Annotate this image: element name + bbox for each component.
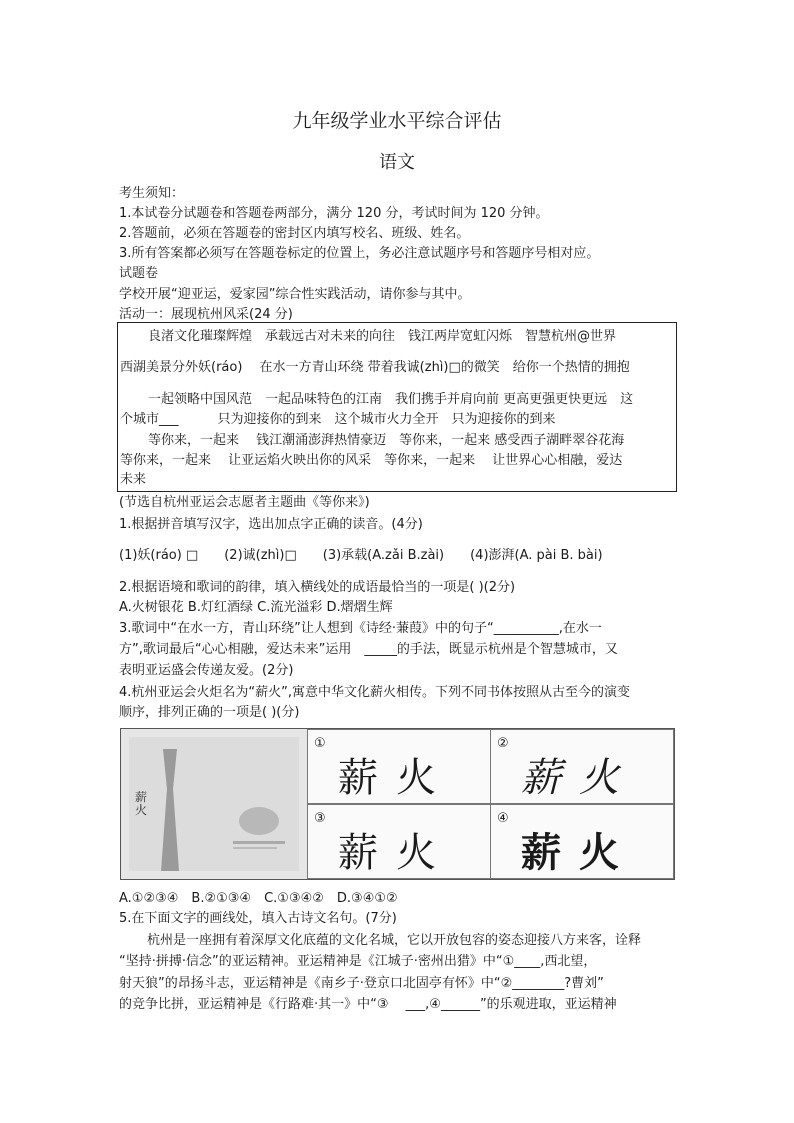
question-5-line: 射天狼”的昂扬斗志，亚运精神是《南乡子·登京口北固亭有怀》中“②________?曹刘”	[119, 976, 604, 991]
notice-item: 2.答题前，必须在答题卷的密封区内填写校名、班级、姓名。	[119, 226, 470, 241]
lyric-line: 未来	[120, 472, 147, 487]
cell-glyphs: 薪火	[338, 830, 454, 876]
torch-poster	[121, 729, 308, 879]
script-cell-3	[307, 804, 491, 879]
cell-number: ③	[314, 811, 326, 826]
script-cell-2	[490, 729, 674, 804]
section-label: 试题卷	[119, 266, 159, 281]
lyrics-source: (节选自杭州亚运会志愿者主题曲《等你来》)	[119, 495, 370, 510]
lyric-line: 一起领略中国风范 一起品味特色的江南 我们携手并肩向前 更高更强更快更远 这	[148, 392, 634, 407]
lyric-line: 个城市___ 只为迎接你的到来 这个城市火力全开 只为迎接你的到来	[120, 412, 556, 427]
cell-number: ①	[314, 736, 326, 751]
caption-line	[233, 847, 277, 849]
cell-number: ④	[497, 811, 509, 826]
question-3-line: 表明亚运盛会传递友爱。(2分)	[119, 663, 294, 678]
question-5-line: 杭州是一座拥有着深厚文化底蕴的文化名城，它以开放包容的姿态迎接八方来客，诠释	[147, 933, 642, 948]
poster-title: 薪火	[135, 790, 148, 817]
question-2: 2.根据语境和歌词的韵律，填入横线处的成语最恰当的一项是( )(2分)	[119, 580, 516, 595]
question-5: 5.在下面文字的画线处，填入古诗文名句。(7分)	[119, 911, 397, 926]
question-4-options: A.①②③④ B.②①③④ C.①③④② D.③④①②	[119, 891, 398, 906]
lyric-line: 等你来，一起来 让亚运焰火映出你的风采 等你来，一起来 让世界心心相融，爱达	[120, 453, 623, 468]
question-3-line: 3.歌词中“在水一方，青山环绕”让人想到《诗经·蒹葭》中的句子“__________,在水一	[119, 621, 602, 636]
notice-item: 3.所有答案都必须写在答题卷标定的位置上，务必注意试题序号和答题序号相对应。	[119, 246, 600, 261]
poster-background	[129, 737, 299, 871]
question-4-line: 4.杭州亚运会火炬名为“薪火”,寓意中华文化薪火相传。下列不同书体按照从古至今的演变	[119, 685, 631, 700]
subject-title: 语文	[379, 152, 415, 173]
question-2-options: A.火树银花 B.灯红酒绿 C.流光溢彩 D.熠熠生辉	[119, 600, 393, 615]
cell-number: ②	[497, 736, 509, 751]
cell-glyphs: 薪火	[338, 755, 454, 801]
caption-line	[233, 841, 285, 844]
activity-heading: 活动一：展现杭州风采(24 分)	[119, 307, 293, 322]
lyric-line: 西湖美景分外妖(ráo) 在水一方青山环绕 带着我诚(zhì)□的微笑 给你一个热情的拥抱	[120, 360, 630, 375]
question-1-options: (1)妖(ráo) □ (2)诚(zhì)□ (3)承载(A.zǎi B.zài) (4)澎湃(A. pài B. bài)	[119, 548, 603, 563]
question-4-line: 顺序，排列正确的一项是( )(分)	[119, 705, 300, 720]
question-5-line: 的竞争比拼，亚运精神是《行路难·其一》中“③ ___,④______”的乐观进取，亚运精神	[119, 997, 617, 1012]
lyric-line: 等你来，一起来 钱江潮涌澎湃热情豪迈 等你来，一起来 感受西子湖畔翠谷花海	[148, 433, 625, 448]
calligraphy-figure	[120, 728, 675, 880]
emblem-shape	[239, 807, 279, 835]
notice-item: 1.本试卷分试题卷和答题卷两部分，满分 120 分，考试时间为 120 分钟。	[119, 206, 549, 221]
section-intro: 学校开展“迎亚运，爱家园”综合性实践活动，请你参与其中。	[119, 287, 471, 302]
question-5-line: “坚持·拼搏·信念”的亚运精神。亚运精神是《江城子·密州出猎》中“①____,西北望，	[119, 954, 597, 969]
question-3-line: 方”,歌词最后“心心相融，爱达未来”运用 _____的手法，既显示杭州是个智慧城市，又	[119, 642, 618, 657]
lyrics-box	[117, 322, 677, 492]
page-title: 九年级学业水平综合评估	[292, 110, 502, 132]
script-cell-4	[490, 804, 674, 879]
script-cell-1	[307, 729, 491, 804]
question-1: 1.根据拼音填写汉字，选出加点字正确的读音。(4分)	[119, 517, 423, 532]
cell-glyphs: 薪火	[521, 755, 637, 801]
cell-glyphs: 薪火	[521, 829, 637, 876]
lyric-line: 良渚文化璀璨辉煌 承载远古对未来的向往 钱江两岸宽虹闪烁 智慧杭州@世界	[148, 329, 617, 344]
notice-label: 考生须知：	[119, 186, 185, 201]
